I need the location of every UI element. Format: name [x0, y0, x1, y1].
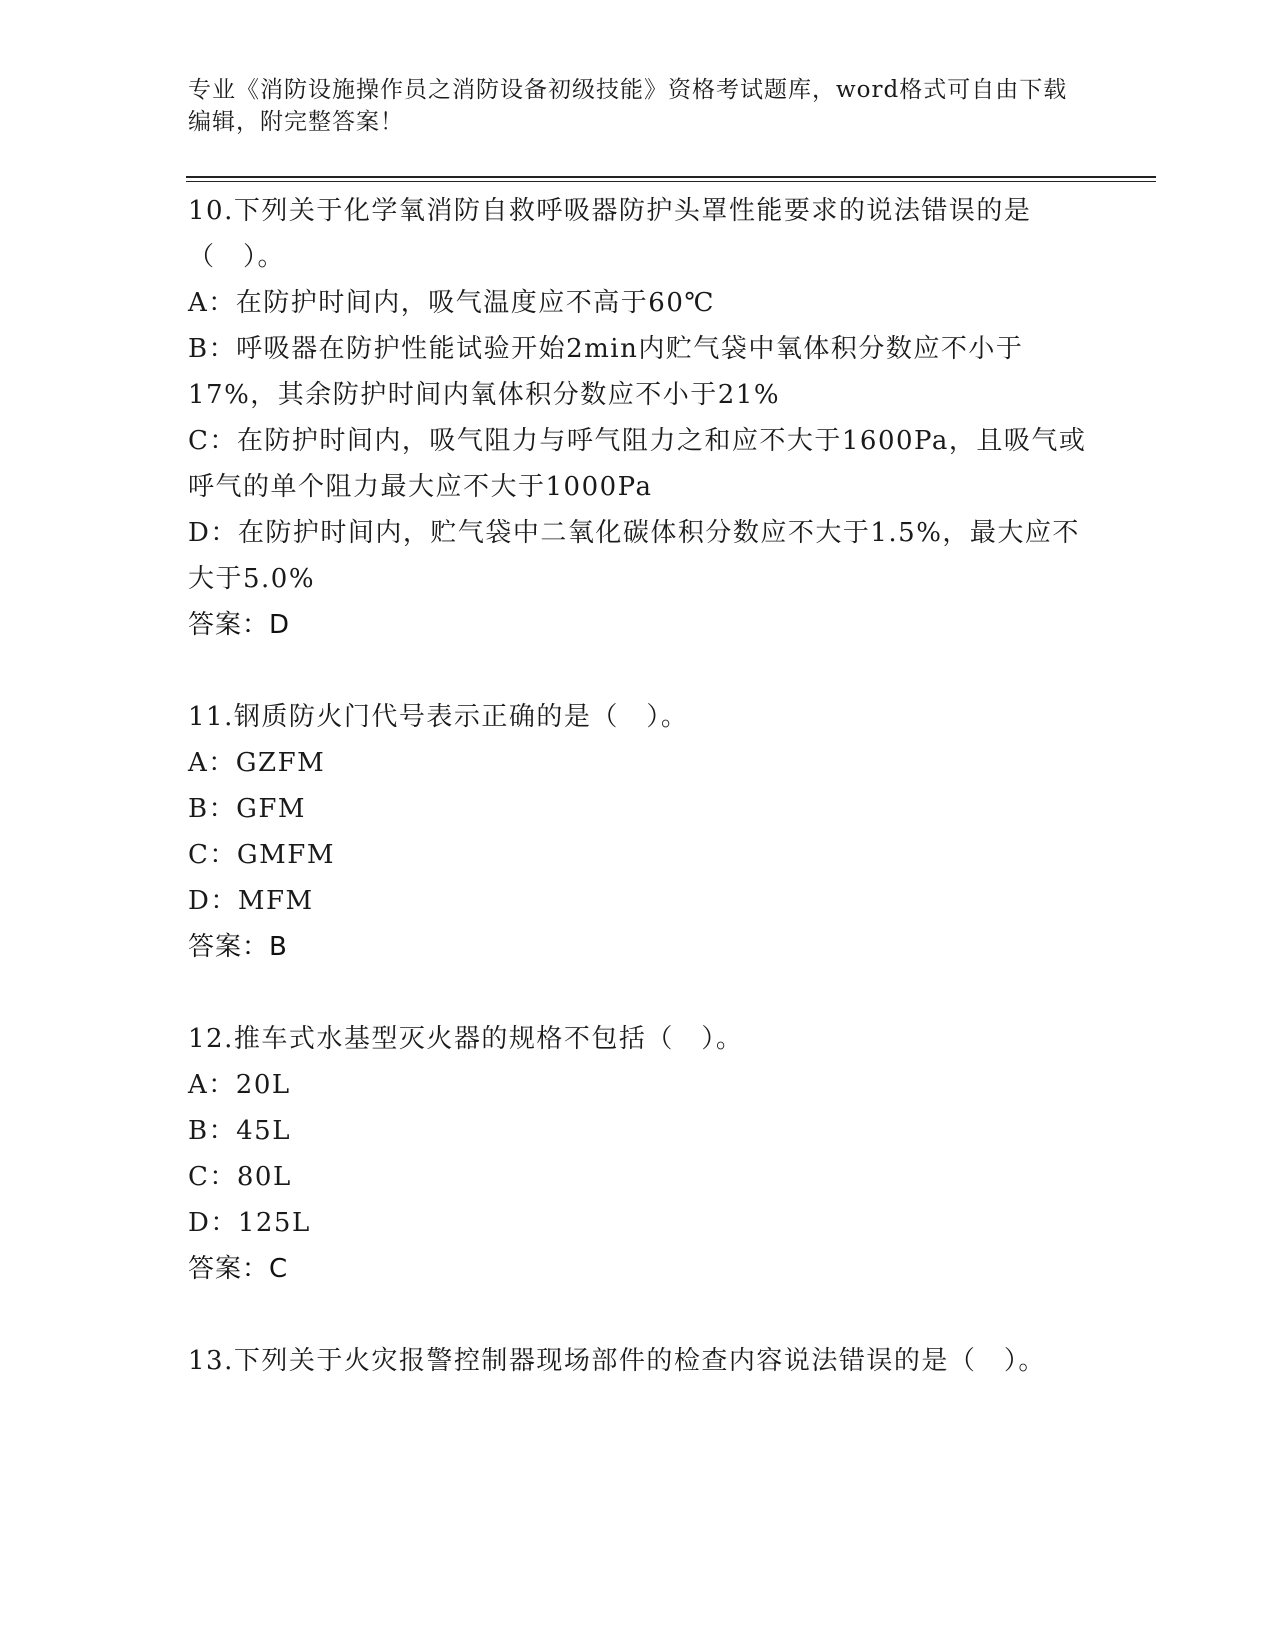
question-12 — [188, 1016, 1088, 1292]
question-11 — [188, 694, 1088, 970]
question-list — [188, 188, 1088, 1430]
answer-label: 答案：B — [188, 932, 288, 962]
question-13 — [188, 1338, 1088, 1384]
option-b: B：呼吸器在防护性能试验开始2min内贮气袋中氧体积分数应不小于17%，其余防护时间内氧体积分数应不小于21% — [188, 334, 1024, 410]
option-a: A：在防护时间内，吸气温度应不高于60℃ — [188, 288, 715, 318]
document-header — [188, 74, 1078, 138]
question-stem: 10.下列关于化学氧消防自救呼吸器防护头罩性能要求的说法错误的是（ ）。 — [188, 196, 1032, 272]
option-d: D：在防护时间内，贮气袋中二氧化碳体积分数应不大于1.5%，最大应不大于5.0% — [188, 518, 1080, 594]
option-a: A：GZFM — [188, 748, 326, 778]
question-stem: 11.钢质防火门代号表示正确的是（ ）。 — [188, 702, 689, 732]
question-stem: 13.下列关于火灾报警控制器现场部件的检查内容说法错误的是（ ）。 — [188, 1346, 1046, 1376]
question-stem: 12.推车式水基型灭火器的规格不包括（ ）。 — [188, 1024, 744, 1054]
option-b: B：45L — [188, 1116, 291, 1146]
option-c: C：80L — [188, 1162, 292, 1192]
option-c: C：GMFM — [188, 840, 335, 870]
option-a: A：20L — [188, 1070, 291, 1100]
option-b: B：GFM — [188, 794, 307, 824]
option-d: D：MFM — [188, 886, 314, 916]
question-10 — [188, 188, 1088, 648]
header-divider-thick — [186, 176, 1156, 178]
answer-label: 答案：D — [188, 610, 291, 640]
answer-label: 答案：C — [188, 1254, 289, 1284]
header-text: 专业《消防设施操作员之消防设备初级技能》资格考试题库，word格式可自由下载编辑，附完整答案！ — [188, 77, 1068, 135]
option-c: C：在防护时间内，吸气阻力与呼气阻力之和应不大于1600Pa，且吸气或呼气的单个阻力最大应不大于1000Pa — [188, 426, 1087, 502]
option-d: D：125L — [188, 1208, 311, 1238]
header-divider-thin — [186, 181, 1156, 182]
